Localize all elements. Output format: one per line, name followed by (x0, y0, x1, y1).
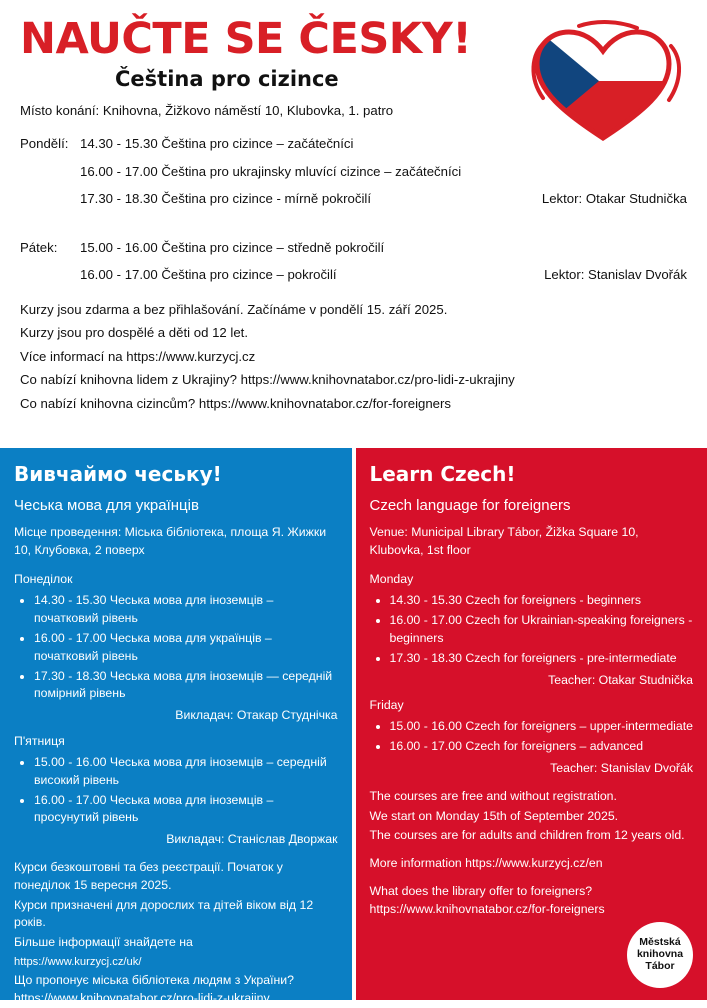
ua-tail-line: Курси безкоштовні та без реєстрації. Початок у понеділок 15 вересня 2025. (14, 859, 338, 895)
en-offer-question: What does the library offer to foreigners? (370, 883, 694, 901)
teacher-label: Lektor: Stanislav Dvořák (526, 265, 687, 285)
schedule-text: 16.00 - 17.00 Čeština pro cizince – pokročilí (80, 265, 526, 285)
schedule-row (20, 238, 687, 258)
ua-subtitle: Чеська мова для українців (14, 495, 338, 517)
ua-tail-line: Курси призначені для дорослих та дітей віком від 12 років. (14, 897, 338, 933)
ua-link-ukraine[interactable]: Що пропонує міська бібліотека людям з України? https://www.knihovnatabor.cz/pro-lidi-z-ukrajiny (14, 972, 338, 1008)
list-item: • 16.00 - 17.00 Чеська мова для іноземців – просунутий рівень (34, 792, 338, 828)
schedule-text: 14.30 - 15.30 Čeština pro cizince – začátečníci (80, 134, 687, 154)
info-line: Kurzy jsou zdarma a bez přihlašování. Začínáme v pondělí 15. září 2025. (20, 300, 687, 320)
logo-line: Městská (639, 937, 680, 949)
schedule-row (20, 162, 687, 182)
czech-info-lines (20, 300, 687, 414)
day-label: Pondělí: (20, 134, 80, 154)
language-panels (0, 448, 707, 1000)
ua-link-kurzycj[interactable]: https://www.kurzycj.cz/uk/ (14, 954, 338, 970)
en-monday-list (370, 592, 694, 667)
en-offer-url[interactable]: https://www.knihovnatabor.cz/for-foreigners (370, 901, 694, 919)
schedule-text: 17.30 - 18.30 Čeština pro cizince - mírně pokročilí (80, 189, 524, 209)
list-item: • 16.00 - 17.00 Czech for Ukrainian-speaking foreigners - beginners (390, 612, 694, 648)
ua-monday-teacher: Викладач: Отакар Студнічка (14, 707, 338, 725)
schedule-text: 15.00 - 16.00 Čeština pro cizince – středně pokročilí (80, 238, 687, 258)
schedule-row (20, 189, 687, 209)
list-item: • 16.00 - 17.00 Czech for foreigners – advanced (390, 738, 694, 756)
schedule-row (20, 265, 687, 285)
ua-venue: Місце проведення: Міська бібліотека, площа Я. Жижки 10, Клубовка, 2 поверх (14, 524, 338, 560)
ua-friday-teacher: Викладач: Станіслав Дворжак (14, 831, 338, 849)
info-line-kurzycj[interactable]: Více informací na https://www.kurzycj.cz (20, 347, 687, 367)
list-item: • 16.00 - 17.00 Чеська мова для українців – початковий рівень (34, 630, 338, 666)
en-tail (370, 788, 694, 845)
list-item: • 15.00 - 16.00 Czech for foreigners – upper-intermediate (390, 718, 694, 736)
en-title: Learn Czech! (370, 460, 694, 489)
en-monday-label: Monday (370, 571, 694, 589)
list-item: • 14.30 - 15.30 Чеська мова для іноземців – початковий рівень (34, 592, 338, 628)
page-title: NAUČTE SE ČESKY! (20, 18, 687, 61)
en-more-info[interactable]: More information https://www.kurzycj.cz/en (370, 855, 694, 873)
ua-tail-line: Більше інформації знайдете на (14, 934, 338, 952)
czech-flag-heart-icon (521, 16, 691, 146)
ua-monday-list (14, 592, 338, 703)
list-item: • 14.30 - 15.30 Czech for foreigners - beginners (390, 592, 694, 610)
ua-friday-label: П'ятниця (14, 733, 338, 751)
list-item: • 15.00 - 16.00 Чеська мова для іноземців – середній високий рівень (34, 754, 338, 790)
czech-venue: Místo konání: Knihovna, Žižkovo náměstí 10, Klubovka, 1. patro (20, 101, 687, 121)
teacher-label: Lektor: Otakar Studnička (524, 189, 687, 209)
czech-intro-block (0, 101, 707, 414)
info-line: Kurzy jsou pro dospělé a děti od 12 let. (20, 323, 687, 343)
list-item: • 17.30 - 18.30 Чеська мова для іноземців — середній помірний рівень (34, 668, 338, 704)
ua-friday-list (14, 754, 338, 827)
en-friday-list (370, 718, 694, 756)
panel-ukrainian (0, 448, 352, 1000)
info-line-foreigners[interactable]: Co nabízí knihovna cizincům? https://www.knihovnatabor.cz/for-foreigners (20, 394, 687, 414)
poster-header (0, 0, 707, 91)
en-monday-teacher: Teacher: Otakar Studnička (370, 672, 694, 690)
en-tail-line: The courses are for adults and children from 12 years old. (370, 827, 694, 845)
info-line-ukraine[interactable]: Co nabízí knihovna lidem z Ukrajiny? https://www.knihovnatabor.cz/pro-lidi-z-ukrajiny (20, 370, 687, 390)
page-subtitle: Čeština pro cizince (20, 67, 687, 91)
schedule-text: 16.00 - 17.00 Čeština pro ukrajinsky mluvící cizince – začátečníci (80, 162, 687, 182)
en-subtitle: Czech language for foreigners (370, 495, 694, 517)
en-tail-line: We start on Monday 15th of September 2025. (370, 808, 694, 826)
ua-monday-label: Понеділок (14, 571, 338, 589)
logo-line: knihovna (637, 949, 683, 961)
library-logo (627, 922, 693, 988)
en-tail-line: The courses are free and without registration. (370, 788, 694, 806)
day-label: Pátek: (20, 238, 80, 258)
list-item: • 17.30 - 18.30 Czech for foreigners - pre-intermediate (390, 650, 694, 668)
czech-friday-block (20, 238, 687, 286)
panel-english (356, 448, 707, 1000)
en-friday-teacher: Teacher: Stanislav Dvořák (370, 760, 694, 778)
ua-tail (14, 859, 338, 1008)
logo-line: Tábor (645, 961, 674, 973)
en-venue: Venue: Municipal Library Tábor, Žižka Square 10, Klubovka, 1st floor (370, 524, 694, 560)
en-friday-label: Friday (370, 697, 694, 715)
ua-title: Вивчаймо чеську! (14, 460, 338, 489)
